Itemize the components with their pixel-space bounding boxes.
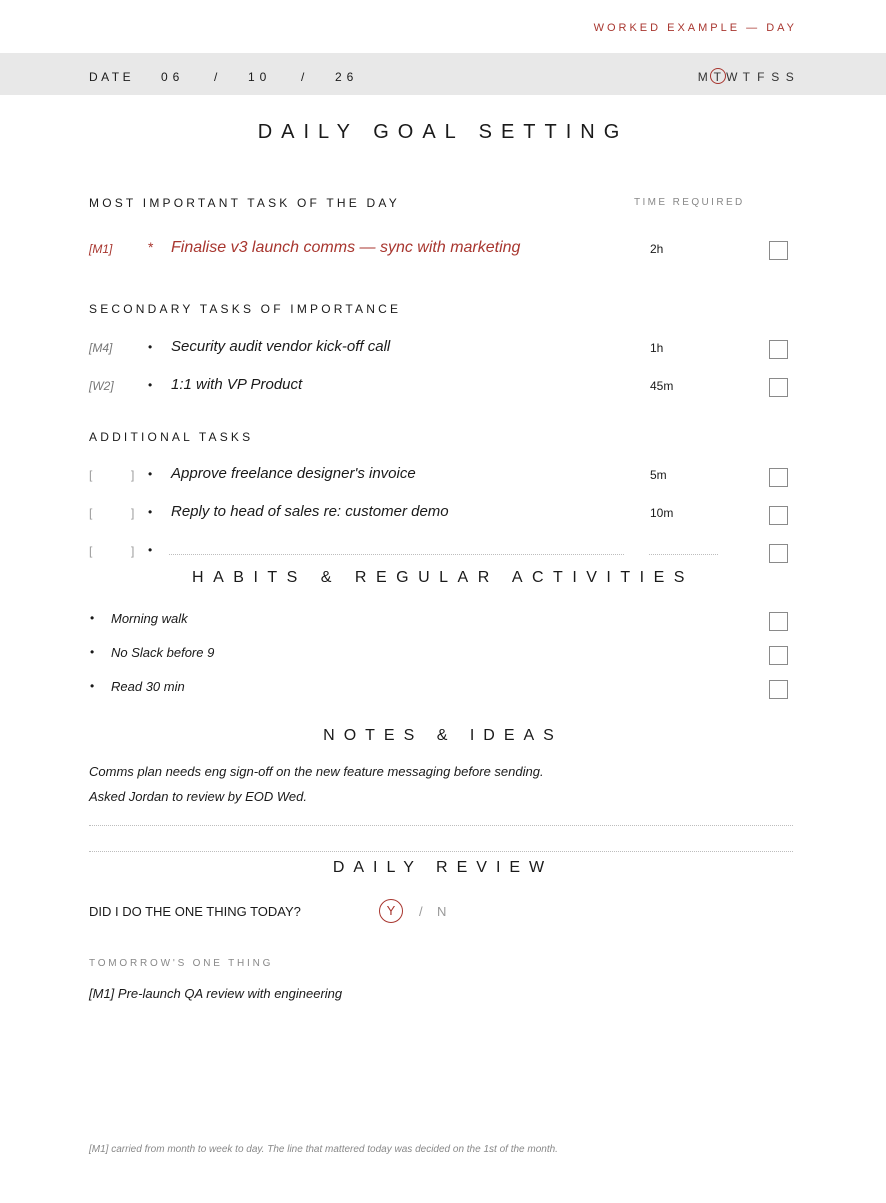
notes-blank-line[interactable] [89, 851, 793, 852]
date-separator: / [301, 70, 305, 84]
review-question: DID I DO THE ONE THING TODAY? [89, 904, 301, 919]
date-day-field[interactable]: 10 [248, 70, 272, 84]
habit-checkbox[interactable] [769, 612, 788, 631]
ref-bracket-close: ] [131, 468, 135, 482]
time-required-label: TIME REQUIRED [634, 197, 745, 208]
task-title[interactable]: 1:1 with VP Product [171, 376, 303, 393]
habit-marker: • [90, 611, 95, 625]
additional-tasks-label: ADDITIONAL TASKS [89, 430, 254, 444]
most-important-label: MOST IMPORTANT TASK OF THE DAY [89, 196, 400, 210]
weekday-wednesday[interactable]: W [726, 70, 738, 84]
habit-item: Morning walk [111, 611, 188, 626]
weekday-thursday[interactable]: T [742, 70, 750, 84]
task-checkbox[interactable] [769, 506, 788, 525]
notes-blank-line[interactable] [89, 825, 793, 826]
notes-heading: NOTES & IDEAS [323, 727, 563, 744]
task-checkbox[interactable] [769, 378, 788, 397]
habit-checkbox[interactable] [769, 646, 788, 665]
habit-item: No Slack before 9 [111, 645, 215, 660]
task-time[interactable]: 45m [650, 379, 674, 393]
answer-no-option[interactable]: N [437, 904, 447, 919]
note-line[interactable]: Comms plan needs eng sign-off on the new feature messaging before sending. [89, 764, 544, 779]
weekday-selector [696, 70, 798, 84]
ref-bracket-open: [ [89, 544, 93, 558]
ref-bracket-close: ] [131, 506, 135, 520]
habit-marker: • [90, 645, 95, 659]
task-ref: [M4] [89, 341, 113, 355]
task-time[interactable]: 2h [650, 242, 664, 256]
date-month-field[interactable]: 06 [161, 70, 185, 84]
habit-marker: • [90, 679, 95, 693]
most-important-task-row [0, 238, 886, 262]
additional-task-row [0, 465, 886, 489]
habit-item: Read 30 min [111, 679, 185, 694]
task-title-blank-line[interactable] [169, 554, 624, 555]
task-time-blank-line[interactable] [649, 554, 718, 555]
ref-bracket-close: ] [131, 544, 135, 558]
task-marker: • [148, 543, 153, 557]
answer-yes-option[interactable]: Y [379, 899, 403, 923]
additional-task-row-empty [0, 541, 886, 565]
ref-bracket-open: [ [89, 468, 93, 482]
weekday-monday[interactable]: M [697, 70, 708, 84]
date-label: DATE [89, 70, 135, 84]
habit-checkbox[interactable] [769, 680, 788, 699]
task-marker: • [148, 378, 153, 392]
task-checkbox[interactable] [769, 544, 788, 563]
task-checkbox[interactable] [769, 340, 788, 359]
task-marker: • [148, 505, 153, 519]
habits-heading: HABITS & REGULAR ACTIVITIES [192, 569, 694, 586]
task-title[interactable]: Finalise v3 launch comms — sync with marketing [171, 239, 521, 256]
footnote: [M1] carried from month to week to day. The line that mattered today was decided on the 1st of the month. [89, 1144, 558, 1155]
tomorrow-label: TOMORROW'S ONE THING [89, 958, 274, 969]
task-checkbox[interactable] [769, 241, 788, 260]
task-marker: • [148, 467, 153, 481]
answer-separator: / [419, 904, 423, 919]
note-line[interactable]: Asked Jordan to review by EOD Wed. [89, 789, 307, 804]
additional-task-row [0, 503, 886, 527]
task-ref: [M1] [89, 242, 113, 256]
weekday-sunday[interactable]: S [785, 70, 794, 84]
task-marker: * [148, 239, 154, 255]
task-time[interactable]: 10m [650, 506, 674, 520]
secondary-task-row [0, 376, 886, 400]
task-time[interactable]: 5m [650, 468, 667, 482]
task-checkbox[interactable] [769, 468, 788, 487]
worked-example-label: WORKED EXAMPLE — DAY [593, 22, 797, 34]
date-bar [0, 53, 886, 95]
task-marker: • [148, 340, 153, 354]
weekday-saturday[interactable]: S [771, 70, 780, 84]
ref-bracket-open: [ [89, 506, 93, 520]
date-year-field[interactable]: 26 [335, 70, 359, 84]
weekday-tuesday[interactable]: T [710, 70, 725, 84]
date-separator: / [214, 70, 218, 84]
secondary-tasks-label: SECONDARY TASKS OF IMPORTANCE [89, 302, 402, 316]
daily-review-heading: DAILY REVIEW [332, 859, 554, 876]
weekday-friday[interactable]: F [757, 70, 765, 84]
page-title: DAILY GOAL SETTING [257, 121, 629, 143]
task-ref: [W2] [89, 379, 114, 393]
task-title[interactable]: Security audit vendor kick-off call [171, 338, 391, 355]
task-title[interactable]: Reply to head of sales re: customer demo [171, 503, 449, 520]
task-title[interactable]: Approve freelance designer's invoice [171, 465, 416, 482]
task-time[interactable]: 1h [650, 341, 664, 355]
secondary-task-row [0, 338, 886, 362]
tomorrow-one-thing[interactable]: [M1] Pre-launch QA review with engineering [89, 986, 343, 1001]
